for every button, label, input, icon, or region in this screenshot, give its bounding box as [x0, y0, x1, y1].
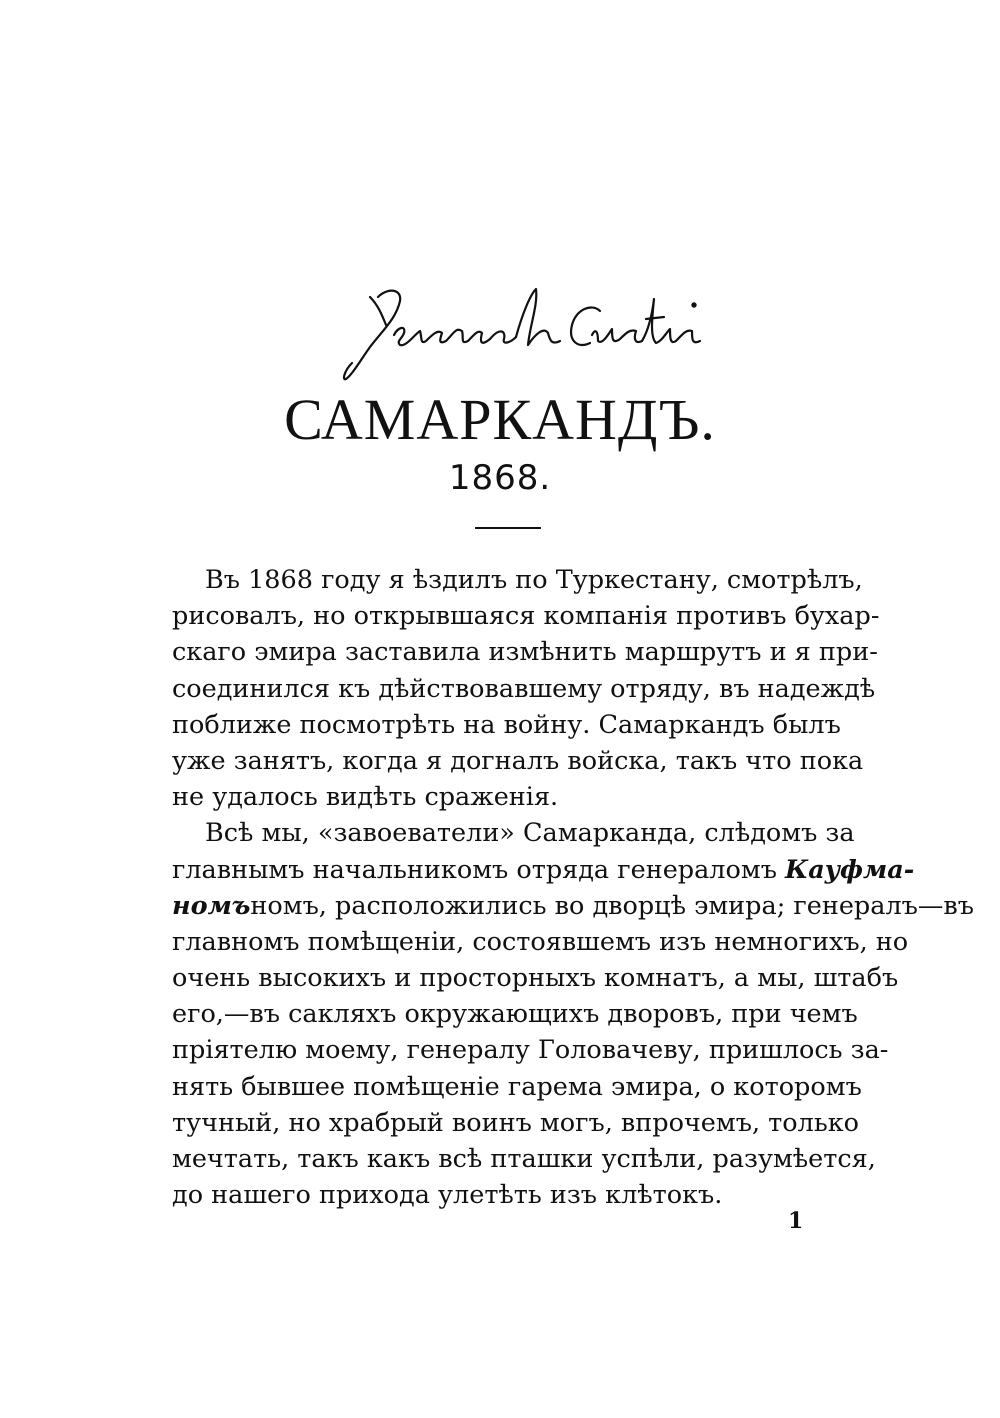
text-line: не удалось видѣть сраженія. [172, 782, 559, 813]
text-segment: номъ, расположились во дворцѣ эмира; генералъ—въ [250, 890, 974, 921]
text-line: поближе посмотрѣть на войну. Самаркандъ былъ [172, 709, 841, 740]
text-line [172, 888, 974, 924]
body-text [172, 562, 974, 1213]
text-line: главномъ помѣщеніи, состоявшемъ изъ немногихъ, но [172, 926, 909, 957]
title-divider [475, 527, 541, 529]
text-line [172, 852, 915, 888]
text-line: пріятелю моему, генералу Головачеву, пришлось за- [172, 1035, 889, 1066]
italic-name: Кауфма- [785, 854, 915, 885]
page-number: 1 [788, 1208, 804, 1234]
text-segment: главнымъ начальникомъ отряда генераломъ [172, 854, 786, 885]
text-line: скаго эмира заставила измѣнить маршрутъ и я при- [172, 637, 878, 668]
text-line: его,—въ сакляхъ окружающихъ дворовъ, при чемъ [172, 999, 858, 1030]
text-line: нять бывшее помѣщеніе гарема эмира, о которомъ [172, 1071, 862, 1102]
text-line: до нашего прихода улетѣть изъ клѣтокъ. [172, 1180, 723, 1211]
text-line: очень высокихъ и просторныхъ комнатъ, а мы, штабъ [172, 963, 899, 994]
text-line: мечтать, такъ какъ всѣ пташки успѣли, разумѣется, [172, 1144, 876, 1174]
handwritten-signature [330, 275, 720, 385]
book-title: САМАРКАНДЪ. [284, 387, 716, 452]
italic-name: номъ [172, 890, 251, 921]
text-line: Въ 1868 году я ѣздилъ по Туркестану, смотрѣлъ, [205, 565, 863, 595]
text-line: тучный, но храбрый воинъ могъ, впрочемъ, только [172, 1107, 859, 1138]
text-line: рисовалъ, но открывшаяся компанія противъ бухар- [172, 601, 880, 632]
text-line: уже занятъ, когда я догналъ войска, такъ что пока [172, 745, 864, 776]
text-line: соединился къ дѣйствовавшему отряду, въ надеждѣ [172, 673, 876, 704]
text-line: Всѣ мы, «завоеватели» Самарканда, слѣдомъ за [205, 818, 855, 849]
year-heading: 1868. [448, 458, 552, 498]
